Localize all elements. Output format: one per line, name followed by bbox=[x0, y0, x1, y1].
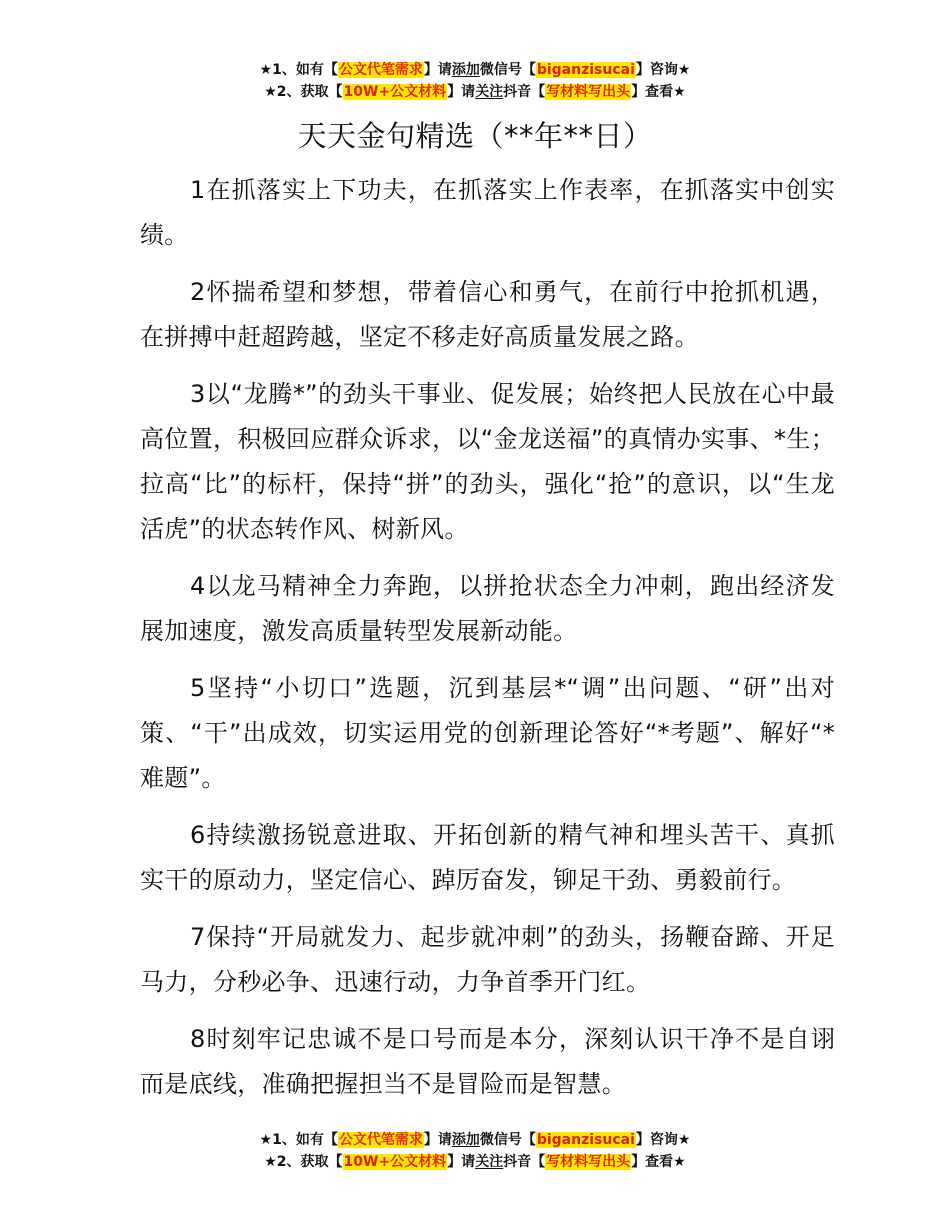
header-promo-line-1 bbox=[0, 59, 950, 81]
quote-paragraph-3: 3以“龙腾*”的劲头干事业、促发展；始终把人民放在心中最高位置，积极回应群众诉求，以“金龙送福”的真情办实事、*生；拉高“比”的标杆，保持“拼”的劲头，强化“抢”的意识，以“生龙活虎”的状态转作风、树新风。 bbox=[140, 380, 835, 543]
quote-paragraph-4: 4以龙马精神全力奔跑，以拼抢状态全力冲刺，跑出经济发展加速度，激发高质量转型发展新动能。 bbox=[140, 572, 835, 645]
header-promo-line-2 bbox=[0, 81, 950, 103]
promo-prefix: ★1、如有【 bbox=[259, 62, 338, 78]
promo-highlight-douyin-account: 写材料写出头 bbox=[546, 1154, 631, 1170]
promo-highlight-wechat-id: biganzisucai bbox=[536, 62, 635, 78]
footer-promo-line-1 bbox=[0, 1129, 950, 1151]
promo-highlight-ghostwriting: 公文代笔需求 bbox=[338, 62, 423, 78]
promo-text: 】请 bbox=[447, 84, 476, 100]
quote-paragraph-2: 2怀揣希望和梦想，带着信心和勇气，在前行中抢抓机遇，在拼搏中赶超跨越，坚定不移走好高质量发展之路。 bbox=[140, 278, 835, 351]
promo-highlight-materials: 10W+公文材料 bbox=[343, 1154, 447, 1170]
promo-text: 】请 bbox=[447, 1154, 476, 1170]
promo-suffix: 】咨询★ bbox=[635, 62, 691, 78]
promo-prefix: ★1、如有【 bbox=[259, 1132, 338, 1148]
document-title: 天天金句精选（**年**日） bbox=[297, 119, 653, 153]
promo-suffix: 】查看★ bbox=[631, 84, 686, 100]
promo-underlined-add: 添加 bbox=[451, 1132, 480, 1148]
quote-paragraph-1: 1在抓落实上下功夫，在抓落实上作表率，在抓落实中创实绩。 bbox=[140, 176, 835, 249]
header-promo bbox=[0, 59, 950, 103]
quote-paragraph-6: 6持续激扬锐意进取、开拓创新的精气神和埋头苦干、真抓实干的原动力，坚定信心、踔厉奋发，铆足干劲、勇毅前行。 bbox=[140, 821, 835, 894]
promo-text: 】请 bbox=[423, 1132, 452, 1148]
quote-paragraph-7: 7保持“开局就发力、起步就冲刺”的劲头，扬鞭奋蹄、开足马力，分秒必争、迅速行动，力争首季开门红。 bbox=[140, 923, 835, 996]
quote-paragraph-5: 5坚持“小切口”选题，沉到基层*“调”出问题、“研”出对策、“干”出成效，切实运用党的创新理论答好“*考题”、解好“*难题”。 bbox=[140, 674, 835, 792]
promo-underlined-follow: 关注 bbox=[475, 84, 504, 100]
document-body bbox=[140, 168, 835, 1119]
footer-promo-line-2 bbox=[0, 1151, 950, 1173]
promo-highlight-ghostwriting: 公文代笔需求 bbox=[338, 1132, 423, 1148]
quote-paragraph-8: 8时刻牢记忠诚不是口号而是本分，深刻认识干净不是自诩而是底线，准确把握担当不是冒险而是智慧。 bbox=[140, 1025, 835, 1098]
promo-highlight-douyin-account: 写材料写出头 bbox=[546, 84, 631, 100]
promo-text: 微信号【 bbox=[479, 1132, 536, 1148]
promo-text: 微信号【 bbox=[479, 62, 536, 78]
promo-prefix: ★2、获取【 bbox=[264, 84, 343, 100]
promo-highlight-wechat-id: biganzisucai bbox=[536, 1132, 635, 1148]
promo-underlined-add: 添加 bbox=[451, 62, 480, 78]
promo-suffix: 】咨询★ bbox=[635, 1132, 691, 1148]
promo-suffix: 】查看★ bbox=[631, 1154, 686, 1170]
promo-underlined-follow: 关注 bbox=[475, 1154, 504, 1170]
promo-text: 抖音【 bbox=[503, 1154, 546, 1170]
promo-text: 抖音【 bbox=[503, 84, 546, 100]
promo-highlight-materials: 10W+公文材料 bbox=[343, 84, 447, 100]
promo-text: 】请 bbox=[423, 62, 452, 78]
footer-promo bbox=[0, 1129, 950, 1173]
promo-prefix: ★2、获取【 bbox=[264, 1154, 343, 1170]
